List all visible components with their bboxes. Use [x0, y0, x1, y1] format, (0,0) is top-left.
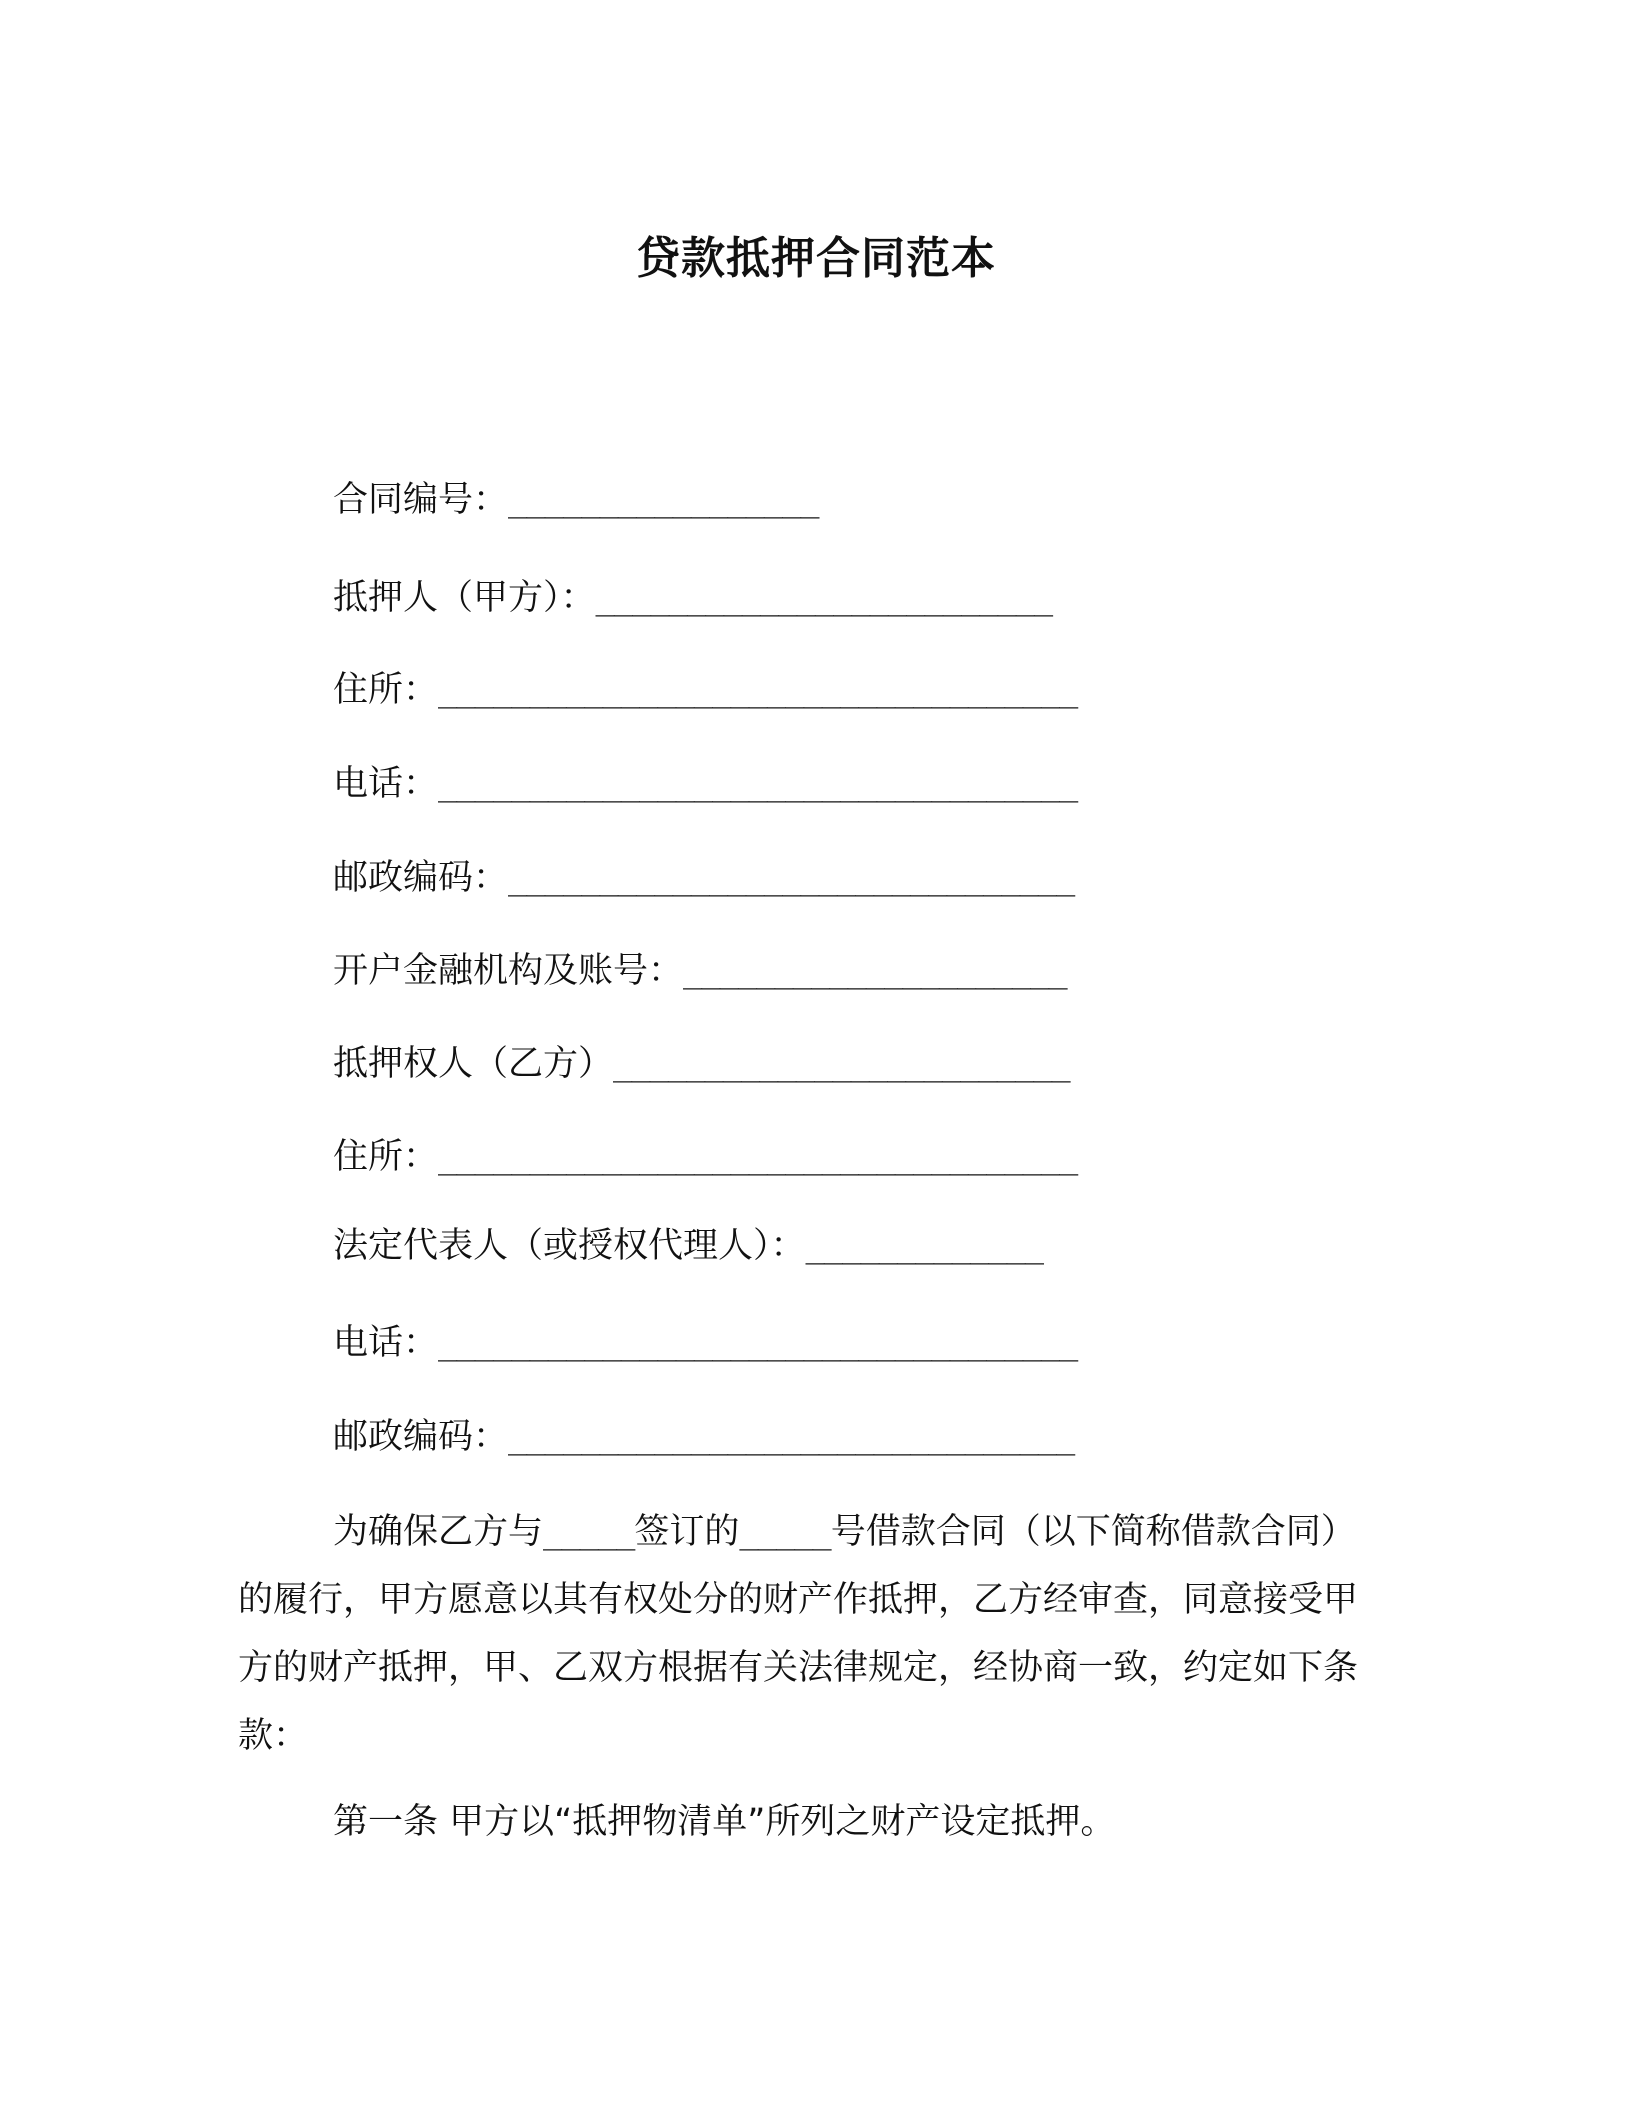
fill-blank: _______________________________: [508, 859, 1075, 897]
fill-blank: ___________________________________: [438, 1138, 1078, 1176]
fill-blank: _____________________: [683, 952, 1067, 990]
fill-blank: ___________________________________: [438, 1324, 1078, 1362]
fill-blank: ___________________________________: [438, 671, 1078, 709]
mortgagor-address-field: [333, 666, 1077, 714]
mortgagor-phone-field: [333, 760, 1077, 808]
fill-blank: _______________________________: [508, 1418, 1075, 1456]
field-label: 邮政编码：: [333, 1417, 509, 1457]
field-label: 开户金融机构及账号：: [333, 951, 684, 991]
mortgagor-postcode-field: [333, 854, 1074, 902]
preamble-paragraph: [238, 1498, 1368, 1770]
mortgagor-field: [333, 574, 1052, 622]
mortgagee-address-field: [333, 1133, 1077, 1181]
fill-blank: _________________: [508, 481, 819, 519]
paragraph-text: 签订的: [634, 1512, 740, 1552]
field-label: 抵押人（甲方）：: [333, 578, 596, 618]
mortgagee-phone-field: [333, 1319, 1077, 1367]
field-label: 电话：: [333, 1323, 439, 1363]
mortgagee-postcode-field: [333, 1413, 1074, 1461]
paragraph-text: 号借款合同（以下简称借款合同）的履行，甲方愿意以其有权处分的财产作抵押，乙方经审查，同意接受甲方的财产抵押，甲、乙双方根据有关法律规定，经协商一致，约定如下条款：: [238, 1512, 1359, 1756]
fill-blank: _____________: [805, 1227, 1043, 1265]
fill-blank: _________________________: [595, 579, 1053, 617]
legal-representative-field: [333, 1222, 1043, 1270]
article-1: 第一条 甲方以“抵押物清单”所列之财产设定抵押。: [333, 1802, 1116, 1842]
field-label: 合同编号：: [333, 480, 509, 520]
field-label: 住所：: [333, 670, 439, 710]
fill-blank: ___________________________________: [438, 765, 1078, 803]
field-label: 抵押权人（乙方）: [333, 1044, 614, 1084]
fill-blank: _________________________: [613, 1045, 1070, 1083]
paragraph-text: 为确保乙方与: [333, 1512, 544, 1552]
fill-blank: _____: [543, 1513, 635, 1551]
contract-number-field: [333, 476, 819, 524]
field-label: 邮政编码：: [333, 858, 509, 898]
document-title: 贷款抵押合同范本: [636, 233, 996, 284]
field-label: 住所：: [333, 1137, 439, 1177]
field-label: 法定代表人（或授权代理人）：: [333, 1226, 806, 1266]
fill-blank: _____: [739, 1513, 831, 1551]
field-label: 电话：: [333, 764, 439, 804]
mortgagee-field: [333, 1040, 1070, 1088]
bank-account-field: [333, 947, 1067, 995]
